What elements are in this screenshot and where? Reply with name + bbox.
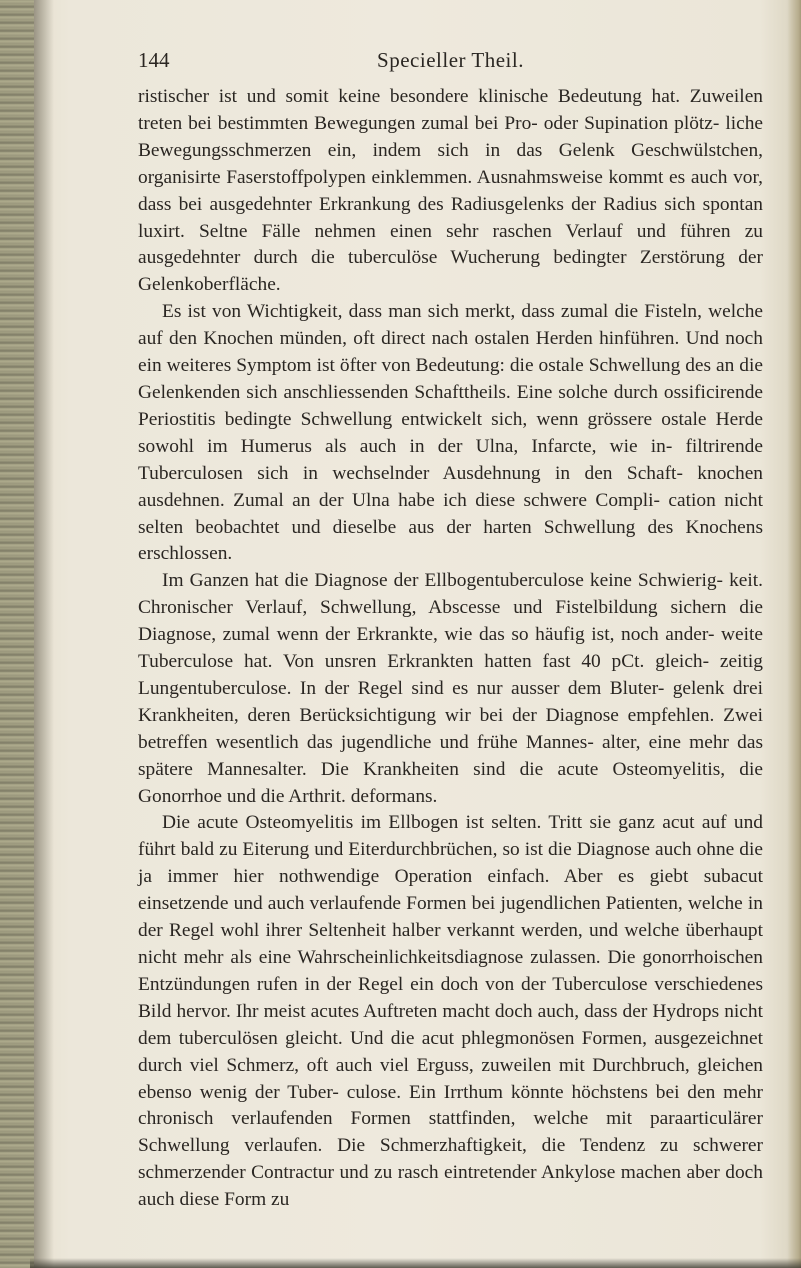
book-binding-edge [0,0,34,1268]
gutter-shadow [34,0,54,1268]
paragraph-osteomyelitis: Die acute Osteomyelitis im Ellbogen ist selten. Tritt sie ganz acut auf und führt bald zu Eiterung und Eiterdurchbrüchen, so ist die Diagnose auch ohne die ja immer hier nothwendige Operation einfach. Aber es giebt subacut einsetzende und auch verlaufende Formen bei jugendlichen Patienten, welche in der Regel wohl ihrer Seltenheit halber verkannt werden, und welche überhaupt nicht mehr als eine Wahrscheinlichkeitsdiagnose zulassen. Die gonorrhoischen Entzündungen rufen in der Regel ein doch von der Tuberculose verschiedenes Bild hervor. Ihr meist acutes Auftreten macht doch auch, dass der Hydrops nicht dem tuberculösen gleicht. Und die acut phlegmonösen Formen, ausgezeichnet durch viel Schmerz, oft auch viel Erguss, zuweilen mit Durchbruch, gleichen ebenso wenig der Tuber- culose. Ein Irrthum könnte höchstens bei den mehr chronisch verlaufenden Formen stattfinden, welche mit paraarticulärer Schwellung verlaufen. Die Schmerzhaftigkeit, die Tendenz zu schwerer schmerzender Contractur und zu rasch eintretender Ankylose machen aber doch auch diese Form zu [138,812,763,1211]
section-title: Specieller Theil. [377,48,524,72]
paragraph-fisteln: Es ist von Wichtigkeit, dass man sich merkt, dass zumal die Fisteln, welche auf den Knochen münden, oft direct nach ostalen Herden hinführen. Und noch ein weiteres Symptom ist öfter von Bedeutung: die ostale Schwellung des an die Gelenkenden sich anschliessenden Schafttheils. Eine solche durch ossificirende Periostitis bedingte Schwellung entwickelt sich, wenn grössere ostale Herde sowohl im Humerus als auch in der Ulna, Infarcte, wie in- filtrirende Tuberculosen sich in wechselnder Ausdehnung in den Schaft- knochen ausdehnen. Zumal an der Ulna habe ich diese schwere Compli- cation nicht selten beobachtet und dieselbe aus der harten Schwellung des Knochens erschlossen. [138,301,763,565]
page-bottom-edge [30,1258,801,1268]
paragraph-diagnose: Im Ganzen hat die Diagnose der Ellbogentuberculose keine Schwierig- keit. Chronischer Verlauf, Schwellung, Abscesse und Fistelbildung sichern die Diagnose, zumal wenn der Erkrankte, wie das so häufig ist, noch ander- weite Tuberculose hat. Von unsren Erkrankten hatten fast 40 pCt. gleich- zeitig Lungentuberculose. In der Regel sind es nur ausser dem Bluter- gelenk drei Krankheiten, deren Berücksichtigung wir bei der Diagnose empfehlen. Zwei betreffen wesentlich das jugendliche und frühe Mannes- alter, eine mehr das spätere Mannesalter. Die Krankheiten sind die acute Osteomyelitis, die Gonorrhoe und die Arthrit. deformans. [138,570,763,807]
page-number: 144 [138,48,170,72]
page-right-edge [787,0,801,1268]
running-head [138,48,763,74]
paragraph-continuation: ristischer ist und somit keine besondere klinische Bedeutung hat. Zuweilen treten bei bestimmten Bewegungen zumal bei Pro- oder Supination plötz- liche Bewegungsschmerzen ein, indem sich in das Gelenk Geschwülstchen, organisirte Faserstoffpolypen einklemmen. Ausnahmsweise kommt es auch vor, dass bei ausgedehnter Erkrankung des Radiusgelenks der Radius sich spontan luxirt. Seltne Fälle nehmen einen sehr raschen Verlauf und führen zu ausgedehnter durch die tuberculöse Wucherung bedingter Zerstörung der Gelenkoberfläche. [138,86,763,296]
body-text [138,84,763,1214]
